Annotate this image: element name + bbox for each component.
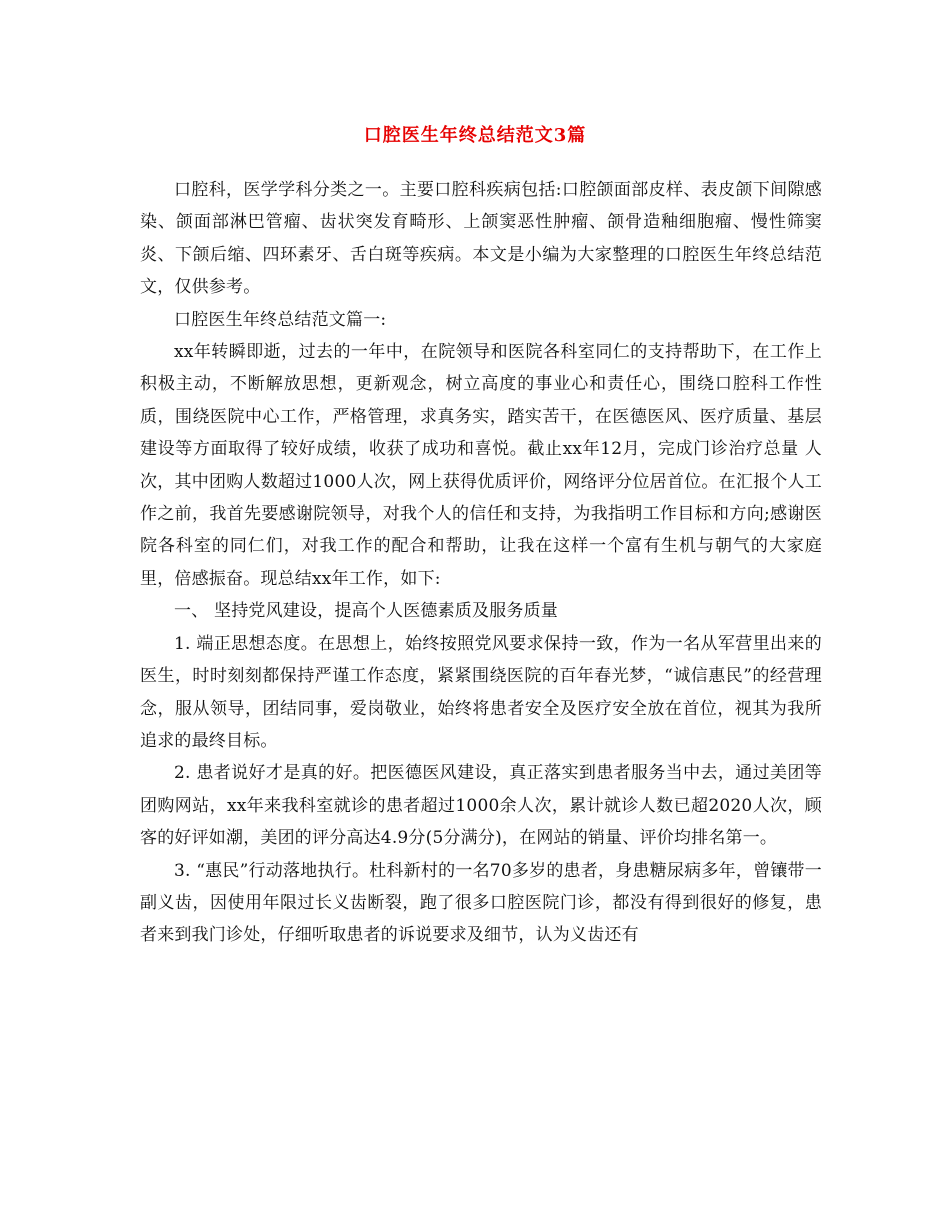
item-paragraph-2: 2. 患者说好才是真的好。把医德医风建设，真正落实到患者服务当中去，通过美团等团购网站，xx年来我科室就诊的患者超过1000余人次，累计就诊人数已超2020人次，顾客的好评如潮，美团的评分高达4.9分(5分满分)，在网站的销量、评价均排名第一。 <box>140 763 822 849</box>
section-heading-part-one: 口腔医生年终总结范文篇一: <box>174 309 387 330</box>
item-paragraph-1: 1. 端正思想态度。在思想上，始终按照党风要求保持一致，作为一名从军营里出来的医生，时时刻刻都保持严谨工作态度，紧紧围绕医院的百年春光梦，“诚信惠民”的经营理念，服从领导，团结同事，爱岗敬业，始终将患者安全及医疗安全放在首位，视其为我所追求的最终目标。 <box>140 633 822 751</box>
document-title: 口腔医生年终总结范文3篇 <box>363 125 587 146</box>
document-body <box>140 174 822 952</box>
intro-paragraph: 口腔科，医学学科分类之一。主要口腔科疾病包括:口腔颌面部皮样、表皮颌下间隙感染、颌面部淋巴管瘤、齿状突发育畸形、上颌窦恶性肿瘤、颌骨造釉细胞瘤、慢性筛窦炎、下颌后缩、四环素牙、舌白斑等疾病。本文是小编为大家整理的口腔医生年终总结范文，仅供参考。 <box>140 180 822 298</box>
item-paragraph-3: 3. “惠民”行动落地执行。杜科新村的一名70多岁的患者，身患糖尿病多年，曾镶带一副义齿，因使用年限过长义齿断裂，跑了很多口腔医院门诊，都没有得到很好的修复，患者来到我门诊处，仔细听取患者的诉说要求及细节，认为义齿还有 <box>140 860 822 946</box>
section-heading-party-style: 一、 坚持党风建设，提高个人医德素质及服务质量 <box>174 601 559 622</box>
summary-paragraph: xx年转瞬即逝，过去的一年中，在院领导和医院各科室同仁的支持帮助下，在工作上积极主动，不断解放思想，更新观念，树立高度的事业心和责任心，围绕口腔科工作性质，围绕医院中心工作，严格管理，求真务实，踏实苦干，在医德医风、医疗质量、基层建设等方面取得了较好成绩，收获了成功和喜悦。截止xx年12月，完成门诊治疗总量 人次，其中团购人数超过1000人次，网上获得优质评价，网络评分位居首位。在汇报个人工作之前，我首先要感谢院领导，对我个人的信任和支持，为我指明工作目标和方向;感谢医院各科室的同仁们，对我工作的配合和帮助，让我在这样一个富有生机与朝气的大家庭里，倍感振奋。现总结xx年工作，如下: <box>140 342 822 589</box>
